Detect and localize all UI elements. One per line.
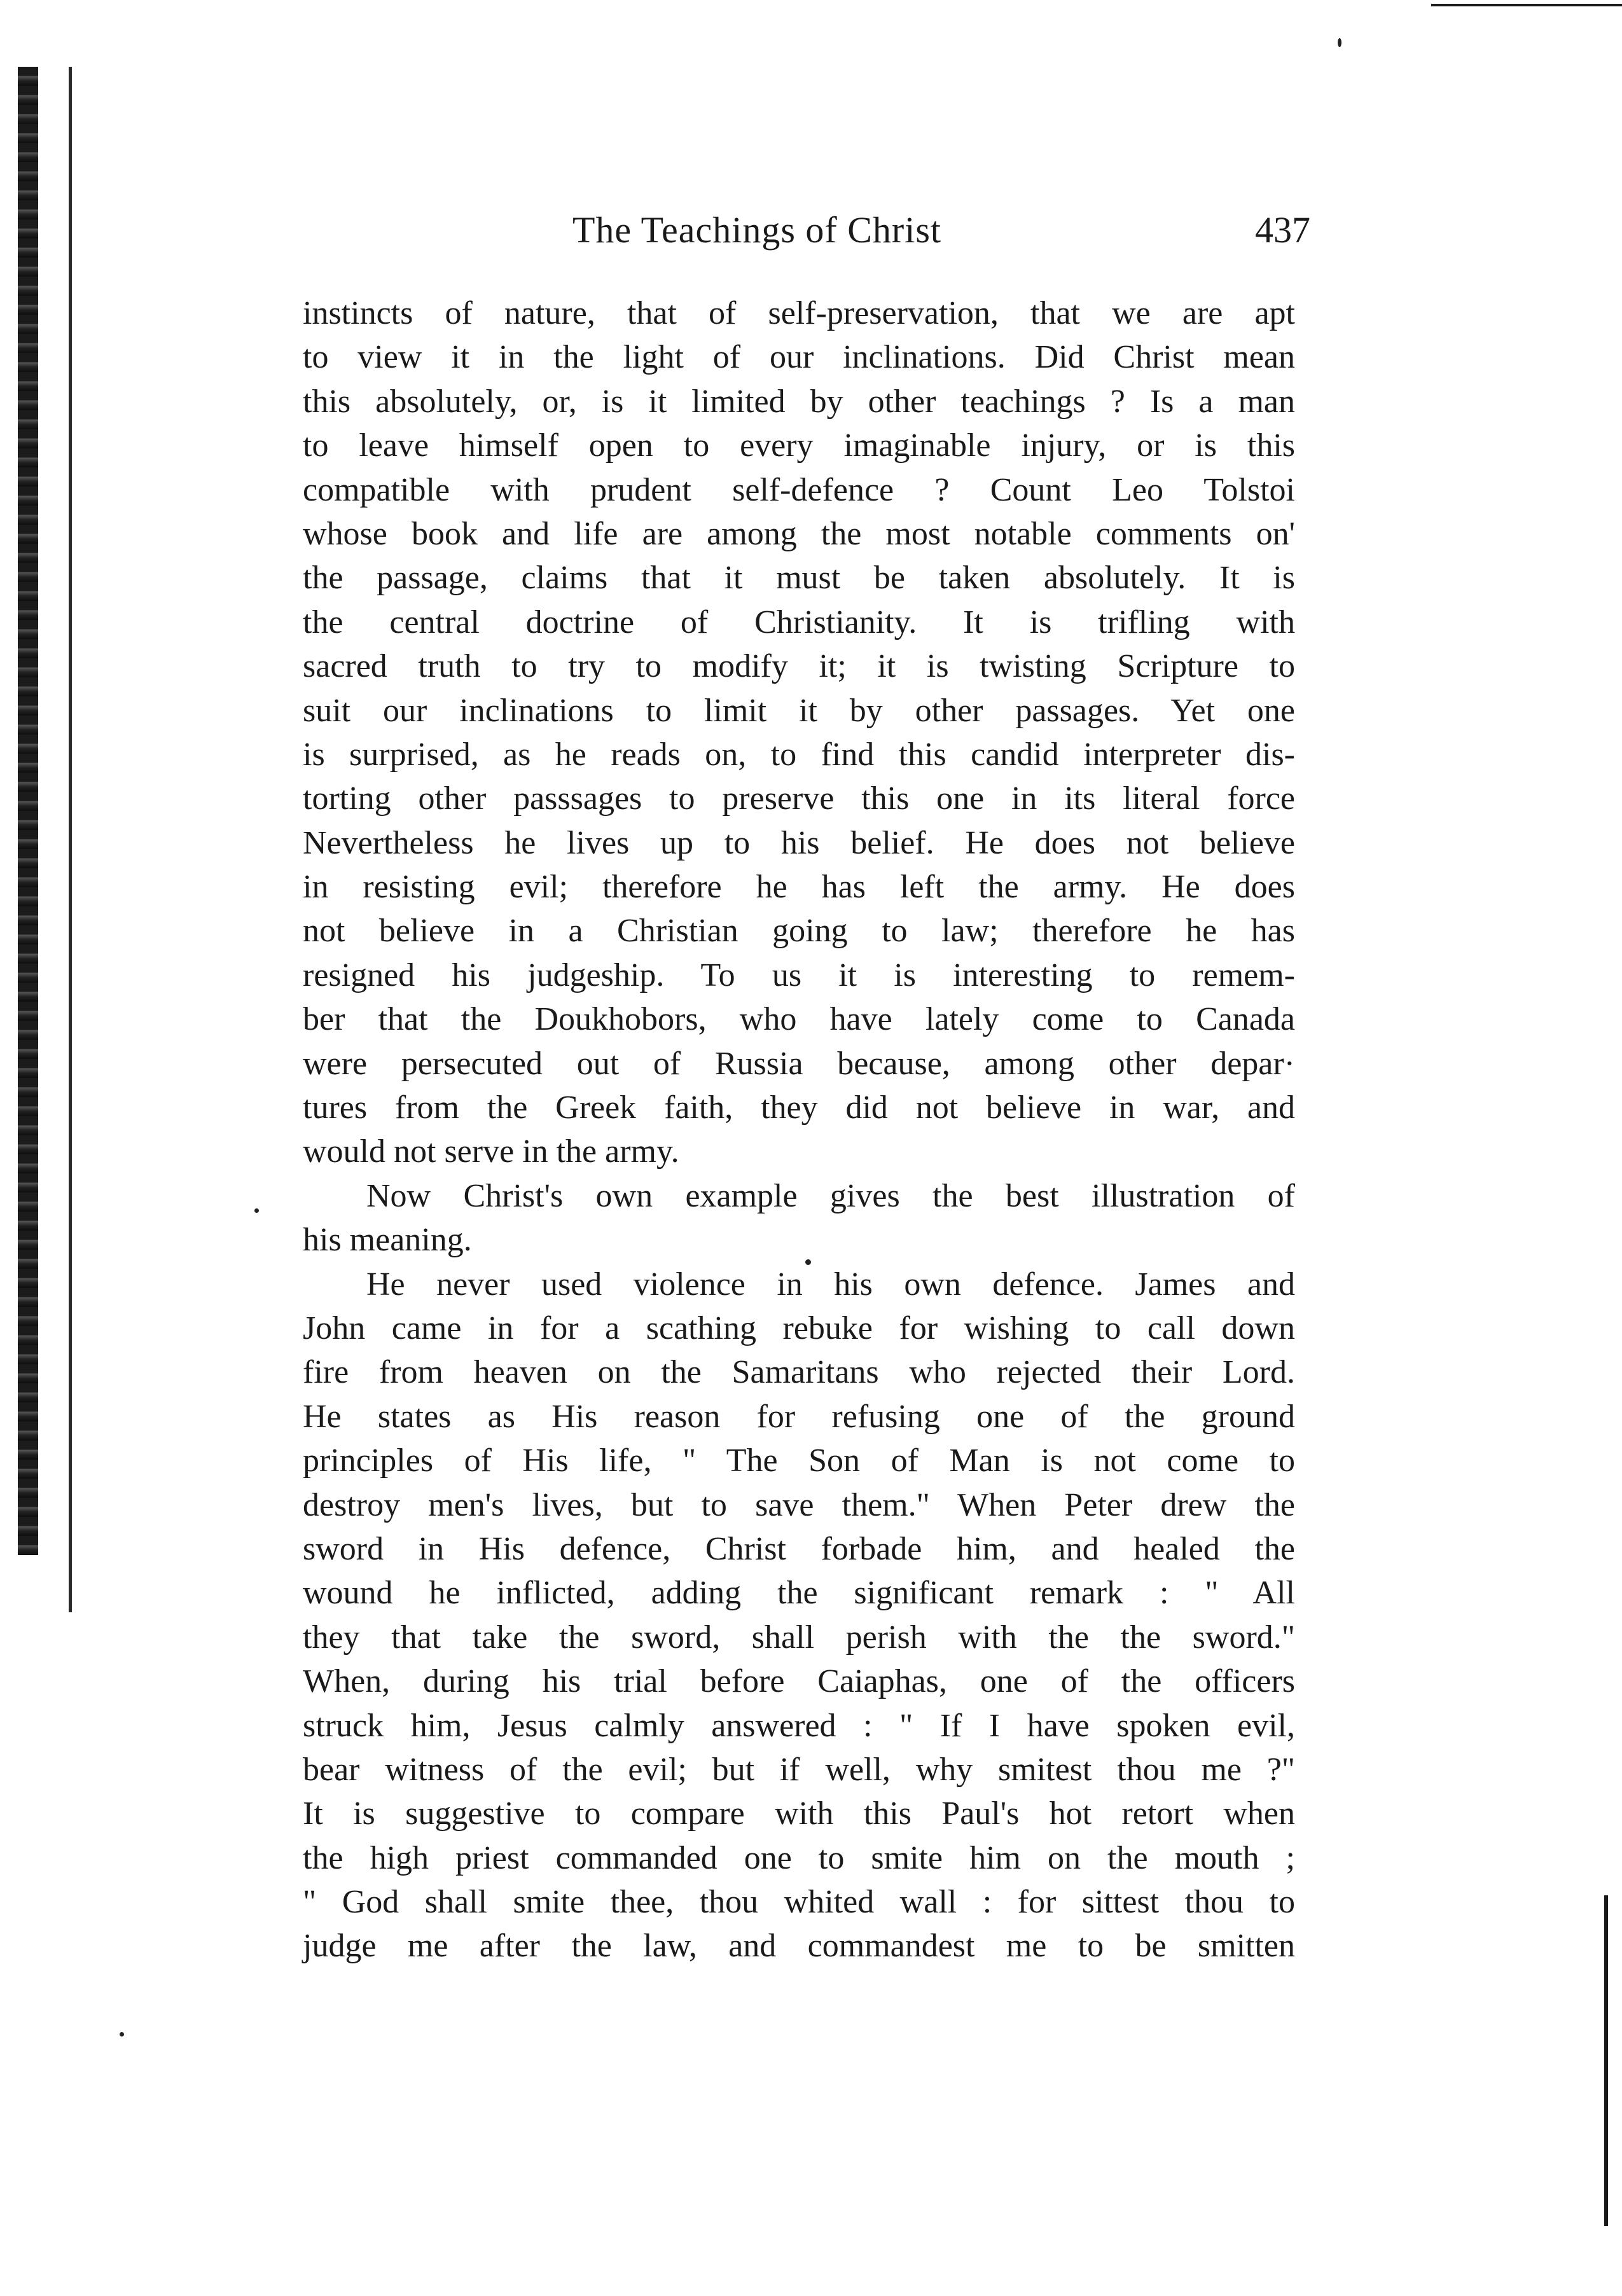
running-title: The Teachings of Christ: [572, 209, 942, 251]
text-line: fire from heaven on the Samaritans who rejected their Lord.: [303, 1354, 1295, 1391]
text-line: the central doctrine of Christianity. It is trifling with: [303, 604, 1295, 640]
text-line: ber that the Doukhobors, who have lately come to Canada: [303, 1001, 1295, 1038]
text-line: torting other passsages to preserve this one in its literal force: [303, 780, 1295, 817]
text-line: " God shall smite thee, thou whited wall : for sittest thou to: [303, 1884, 1295, 1921]
text-line: in resisting evil; therefore he has left the army. He does: [303, 869, 1295, 906]
scan-binding-edge: [18, 67, 38, 1555]
text-line: to view it in the light of our inclinations. Did Christ mean: [303, 339, 1295, 376]
text-line: principles of His life, " The Son of Man is not come to: [303, 1442, 1295, 1479]
text-line: sword in His defence, Christ forbade him, and healed the: [303, 1530, 1295, 1567]
page-number: 437: [1255, 209, 1310, 251]
text-line: destroy men's lives, but to save them." When Peter drew the: [303, 1486, 1295, 1523]
text-line: the high priest commanded one to smite him on the mouth ;: [303, 1839, 1295, 1876]
text-line: his meaning.: [303, 1222, 472, 1259]
text-line: John came in for a scathing rebuke for wishing to call down: [303, 1310, 1295, 1346]
text-line: Now Christ's own example gives the best illustration of: [366, 1177, 1295, 1214]
text-line: compatible with prudent self-defence ? Count Leo Tolstoi: [303, 471, 1295, 508]
text-line: bear witness of the evil; but if well, why smitest thou me ?": [303, 1751, 1295, 1788]
scan-page-edge-top: [1431, 4, 1622, 6]
text-line: tures from the Greek faith, they did not believe in war, and: [303, 1089, 1295, 1126]
body-text: [303, 291, 1295, 1968]
scan-speck: [120, 2032, 124, 2037]
text-line: the passage, claims that it must be taken absolutely. It is: [303, 560, 1295, 597]
text-line: He never used violence in his own defence. James and: [366, 1266, 1295, 1303]
scan-page-edge-right: [1604, 1895, 1608, 2226]
text-line: this absolutely, or, is it limited by other teachings ? Is a man: [303, 383, 1295, 420]
text-line: It is suggestive to compare with this Paul's hot retort when: [303, 1795, 1295, 1832]
text-line: struck him, Jesus calmly answered : " If I have spoken evil,: [303, 1707, 1295, 1744]
scan-speck: [254, 1208, 259, 1213]
text-line: wound he inflicted, adding the significant remark : " All: [303, 1575, 1295, 1612]
text-line: sacred truth to try to modify it; it is twisting Scripture to: [303, 648, 1295, 685]
text-line: whose book and life are among the most notable comments on': [303, 515, 1295, 552]
text-line: is surprised, as he reads on, to find this candid interpreter dis-: [303, 736, 1295, 773]
scan-binding-line: [69, 67, 72, 1612]
text-line: would not serve in the army.: [303, 1133, 679, 1170]
text-line: He states as His reason for refusing one of the ground: [303, 1398, 1295, 1435]
text-line: instincts of nature, that of self-preservation, that we are apt: [303, 295, 1295, 331]
text-line: resigned his judgeship. To us it is interesting to remem-: [303, 957, 1295, 993]
text-line: were persecuted out of Russia because, among other depar·: [303, 1045, 1295, 1082]
scan-speck: [1338, 38, 1341, 47]
running-head: [299, 209, 1310, 259]
text-line: suit our inclinations to limit it by other passages. Yet one: [303, 692, 1295, 729]
text-line: they that take the sword, shall perish with the the sword.": [303, 1619, 1295, 1656]
text-line: judge me after the law, and commandest me to be smitten: [303, 1928, 1295, 1965]
text-line: Nevertheless he lives up to his belief. He does not believe: [303, 824, 1295, 861]
text-line: not believe in a Christian going to law; therefore he has: [303, 913, 1295, 950]
text-line: to leave himself open to every imaginable injury, or is this: [303, 427, 1295, 464]
text-line: When, during his trial before Caiaphas, one of the officers: [303, 1663, 1295, 1700]
